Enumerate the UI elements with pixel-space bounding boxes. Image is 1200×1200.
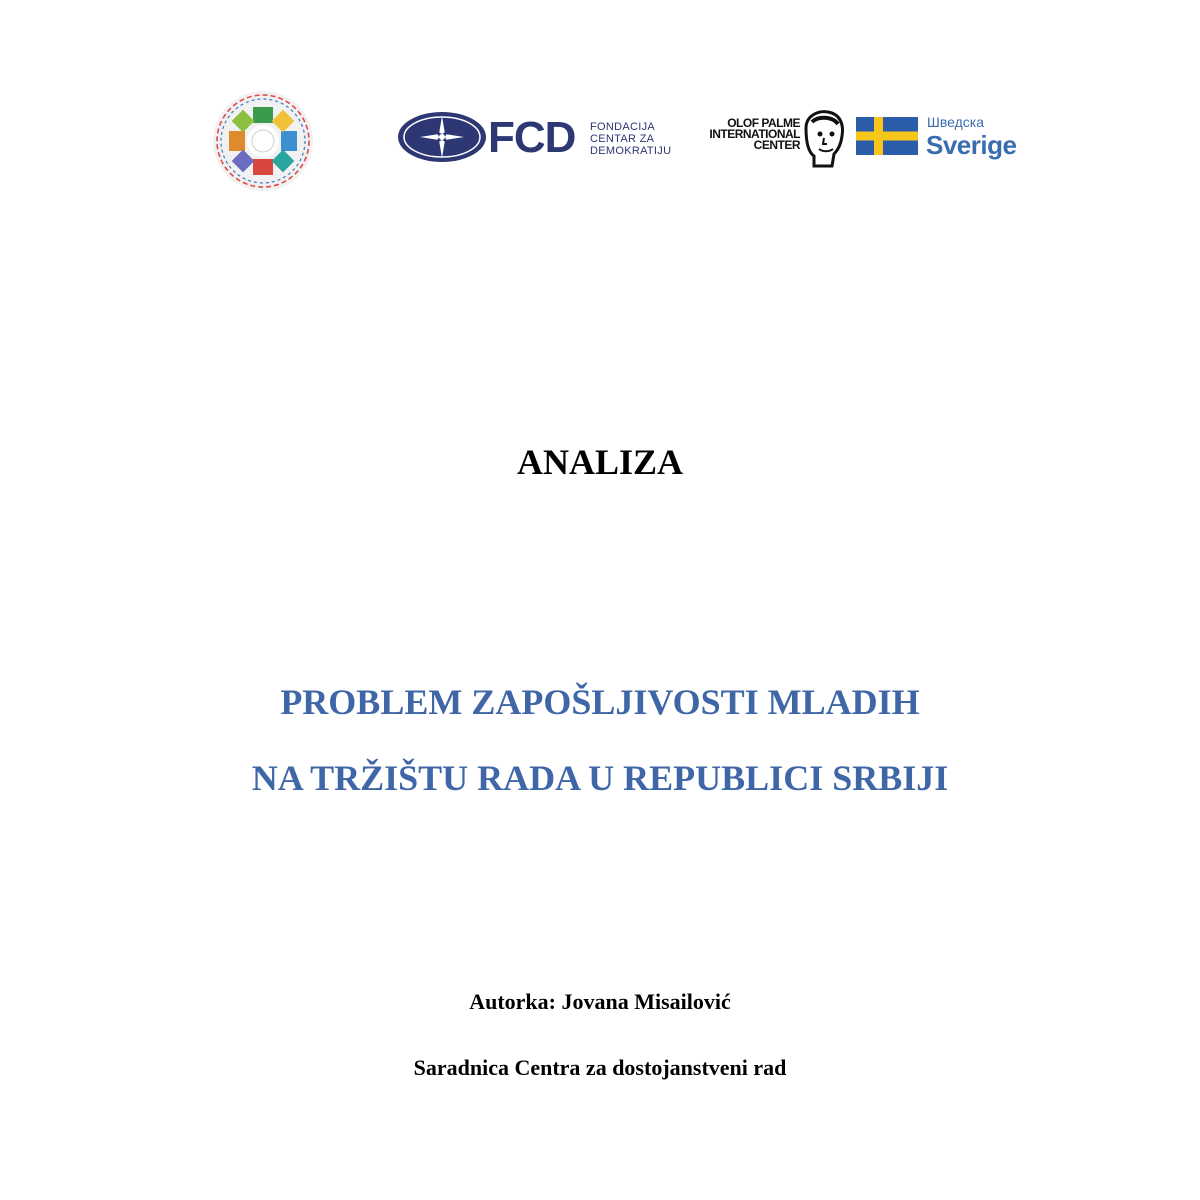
swedish-flag-icon (856, 117, 918, 155)
document-title-line-2: NA TRŽIŠTU RADA U REPUBLICI SRBIJI (251, 758, 949, 798)
olof-palme-text (700, 118, 800, 151)
fcd-subtitle (590, 121, 671, 157)
opic-line: OLOF PALME (727, 116, 800, 130)
document-type: ANALIZA (516, 442, 684, 482)
fcd-logo (396, 108, 686, 168)
sweden-label: Sverige (926, 130, 1017, 160)
fcd-star-icon (396, 110, 488, 164)
opic-line: CENTER (753, 138, 800, 152)
author-affiliation: Saradnica Centra za dostojanstveni rad (413, 1055, 787, 1080)
opic-line: INTERNATIONAL (709, 127, 800, 141)
fcd-letters: FCD (488, 113, 576, 162)
fcd-line: FONDACIJA (590, 121, 656, 133)
fcd-line: DEMOKRATIJU (590, 145, 672, 157)
gear-puzzle-logo (210, 88, 316, 194)
document-title-line-1: PROBLEM ZAPOŠLJIVOSTI MLADIH (280, 682, 920, 722)
sweden-cyrillic-label: Шведска (927, 114, 984, 130)
document-author: Autorka: Jovana Misailović (469, 989, 731, 1014)
olof-palme-portrait-icon (796, 108, 848, 170)
olof-palme-logo (700, 108, 850, 170)
fcd-line: CENTAR ZA (590, 133, 655, 145)
